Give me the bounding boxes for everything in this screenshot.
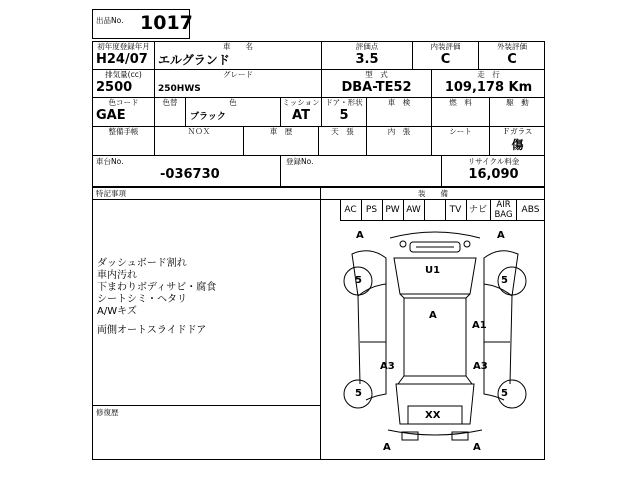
color-code-label: 色コード [108,98,139,107]
equipment-tv: TV [449,205,462,215]
score-label: 評価点 [355,42,379,51]
model-value: DBA-TE52 [341,80,412,95]
color-label: 色 [229,98,237,107]
exterior-grade-value: C [507,52,517,67]
lot-label: 出品No. [96,16,124,25]
inspection-label: 車 検 [387,98,411,107]
front-glass-label: Ｆガラス [502,127,533,136]
interior-grade-label: 内装評価 [430,42,461,51]
equipment-ac: AC [344,205,357,215]
mark-rear-right: A [473,442,481,453]
recycle-fee-value: 16,090 [468,167,519,182]
transmission-value: AT [292,108,310,123]
fuel-label: 燃 料 [449,98,472,107]
note-line: 下まわりボディサビ・腐食 [97,282,217,293]
lot-number: 1017 [140,12,193,34]
car-diagram [330,224,540,458]
mark-right-rear-door: A3 [473,361,488,372]
mark-front-left: A [356,230,364,241]
mark-front-right-tire: 5 [501,275,508,286]
car-name-label: 車 名 [223,42,253,51]
color-value: ブラック [190,112,226,122]
registration-date-value: H24/07 [96,52,148,67]
grade-label: グレード [223,70,253,79]
registration-date-label: 初年度登録年月 [97,42,150,51]
note-line: シートシミ・ヘタリ [97,294,187,305]
note-line: ダッシュボード割れ [97,258,187,269]
chassis-value: -036730 [160,167,220,182]
mark-rear-center: XX [425,410,441,421]
mark-right-front-door: A1 [472,320,487,331]
mileage-label: 走 行 [477,70,500,79]
equipment-airbag: AIR BAG [494,200,513,220]
grade-value: 250HWS [158,84,201,94]
doors-value: 5 [339,108,349,123]
interior-grade-value: C [440,52,451,67]
mileage-value: 109,178 Km [444,80,533,95]
color-code-value: GAE [96,108,126,123]
model-label: 型 式 [365,70,388,79]
car-history-label: 車 歴 [269,127,293,136]
front-glass-value: 傷 [511,138,524,152]
recycle-fee-label: リサイクル料金 [467,157,520,166]
equipment-aw: AW [406,205,421,215]
equipment-navi: ナビ [468,205,487,215]
displacement-value: 2500 [96,80,133,95]
repair-history-label: 修復歴 [96,408,119,417]
maintenance-book-label: 整備手帳 [108,127,139,136]
equipment-abs: ABS [521,205,540,215]
note-line: 車内汚れ [97,270,137,281]
equipment-label: 装 備 [418,189,448,198]
mark-roof: U1 [425,265,441,276]
mark-hood-center: A [429,310,437,321]
nox-label: ＮＯＸ [187,127,211,136]
mark-left-rear-door: A3 [380,361,395,372]
equipment-pw: PW [385,205,400,215]
exterior-grade-label: 外装評価 [497,42,527,51]
score-value: 3.5 [355,52,379,67]
notes-label: 特記事項 [96,189,126,198]
ceiling-label: 天 張 [331,127,354,136]
registration-number-label: 登録No. [286,157,314,166]
note-line: 両側オートスライドドア [97,325,207,336]
inner-panel-label: 内 張 [387,127,411,136]
seat-label: シート [449,127,472,136]
car-name-value: エルグランド [158,53,230,67]
mark-rear-left: A [383,442,391,453]
mark-front-right: A [497,230,505,241]
mark-rear-left-tire: 5 [355,388,362,399]
doors-label: ドア・形状 [325,98,363,107]
drive-label: 駆 動 [506,98,529,107]
color-change-label: 色替 [162,98,178,107]
mark-front-left-tire: 5 [355,275,362,286]
equipment-ps: PS [365,205,378,215]
mark-rear-right-tire: 5 [501,388,508,399]
transmission-label: ミッション [282,98,320,107]
displacement-label: 排気量(cc) [105,70,142,79]
note-line: A/Wキズ [97,306,137,317]
chassis-label: 車台No. [96,157,124,166]
